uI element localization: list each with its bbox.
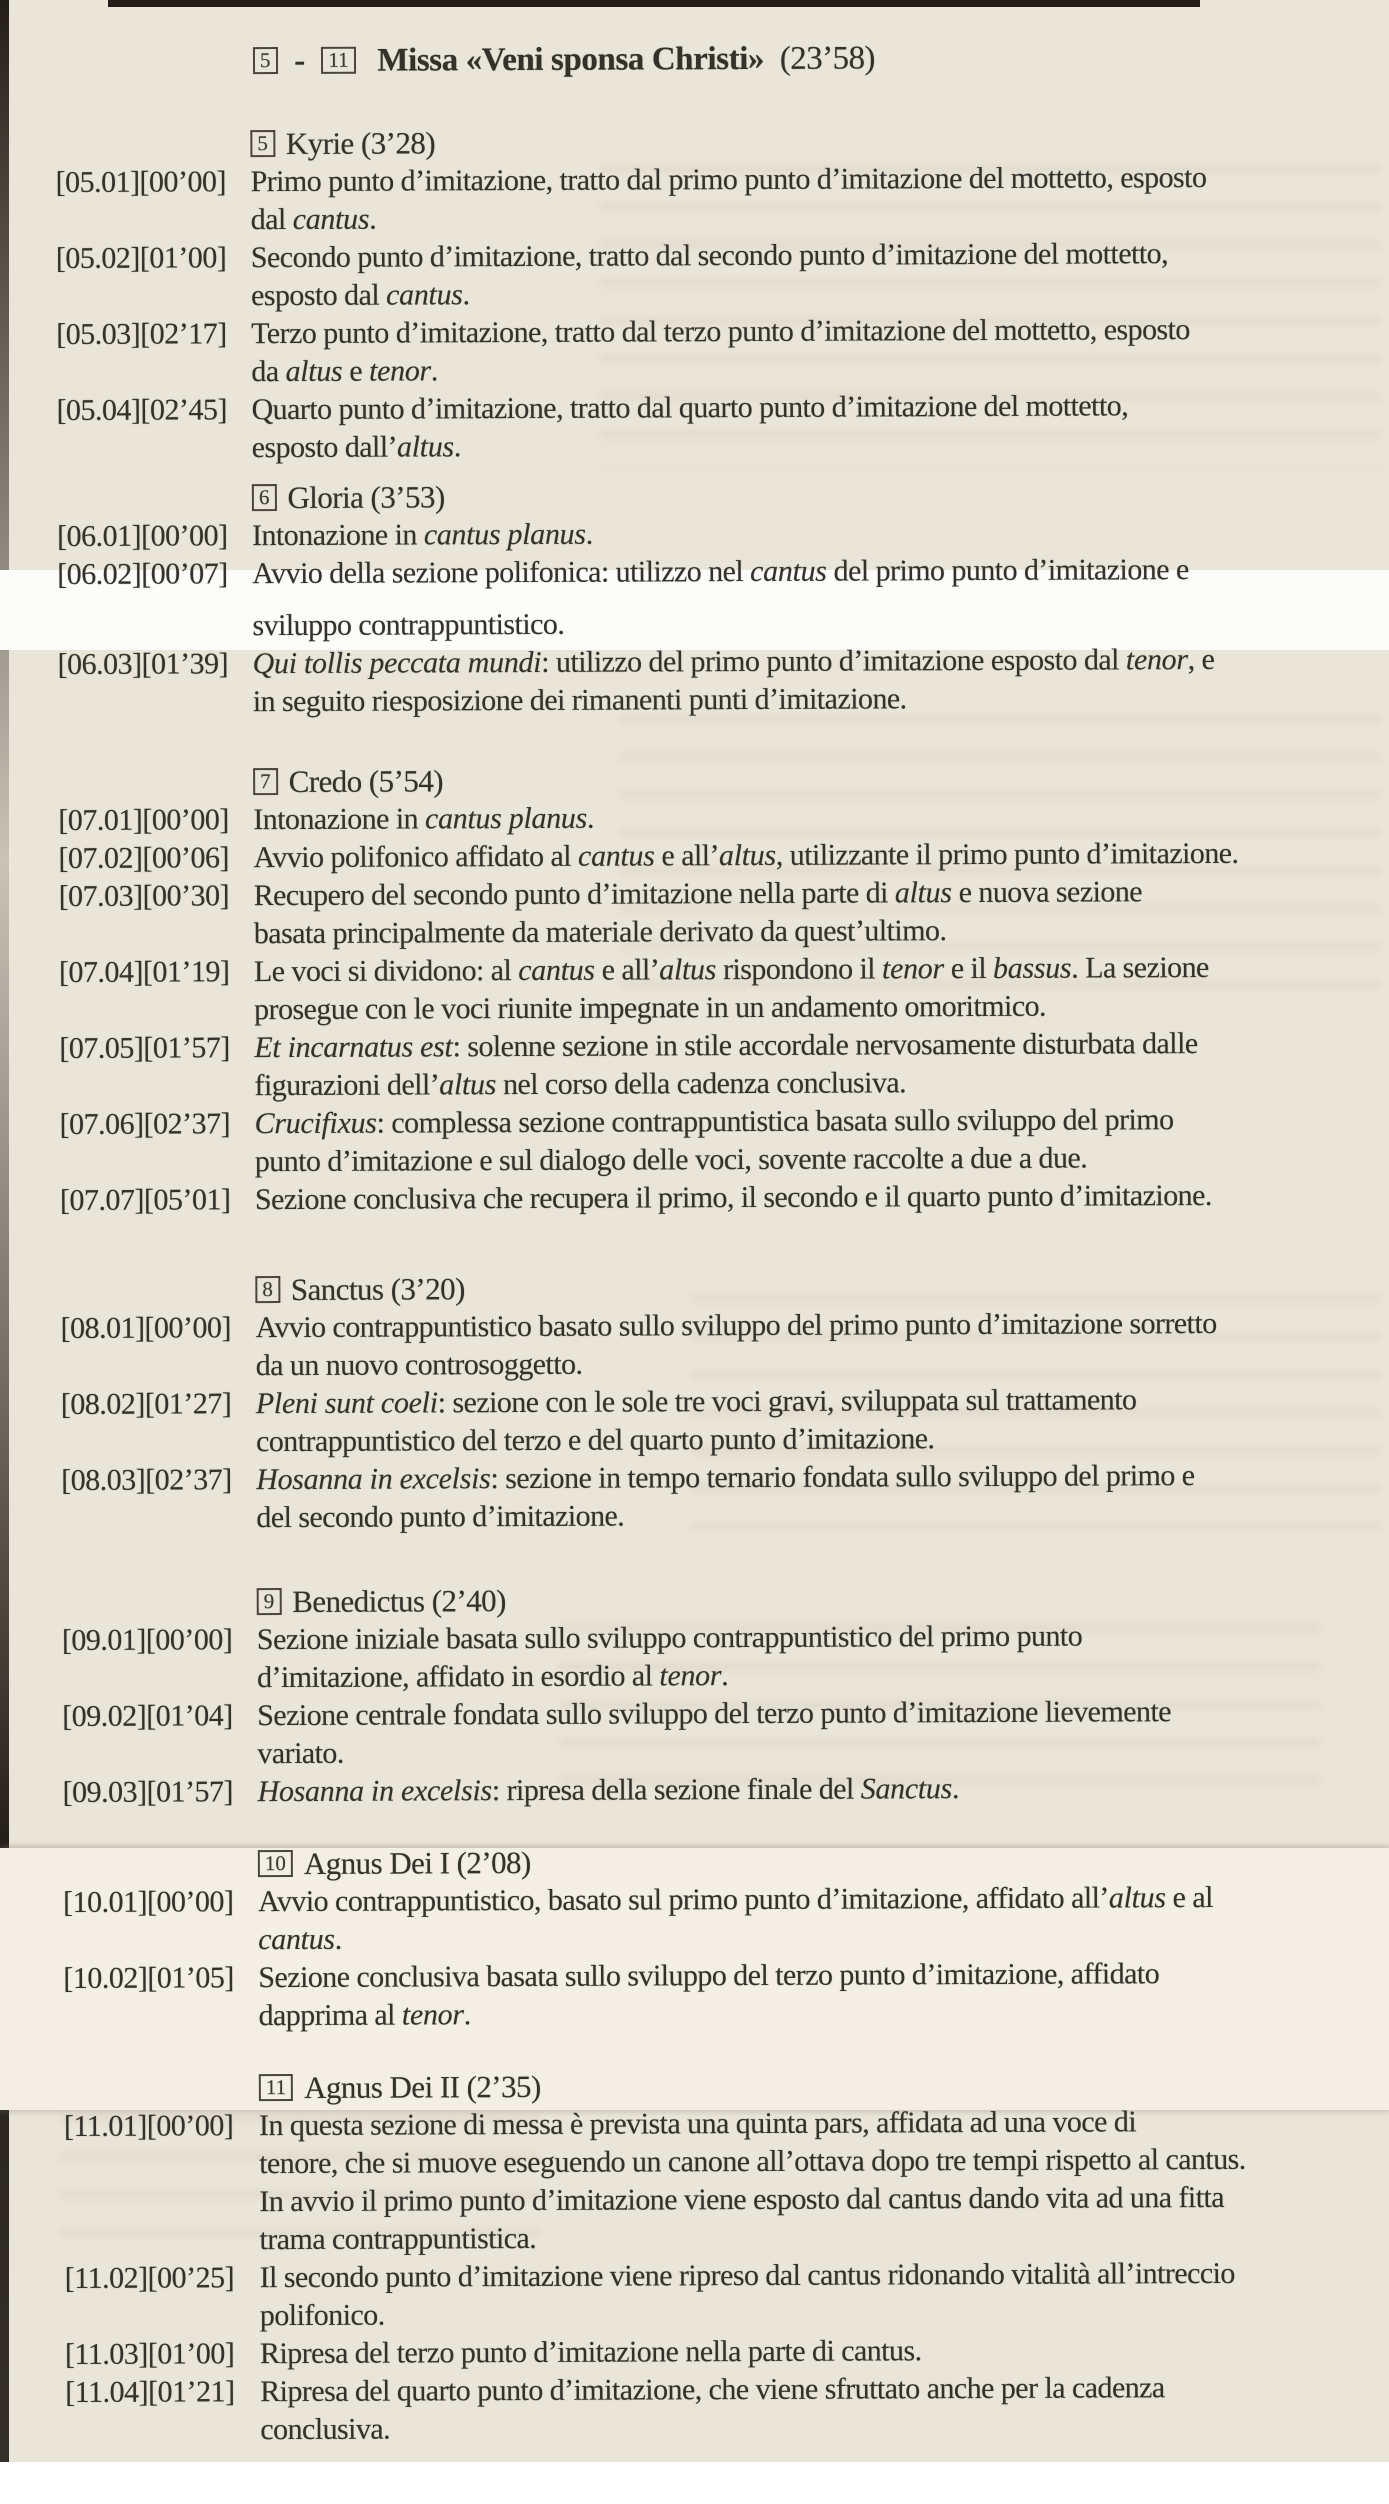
track-number-box: 9 bbox=[257, 1588, 282, 1615]
note-line: [10.02][01’05] Sezione conclusiva basata sullo sviluppo del terzo punto d’imitazione, affidato bbox=[8, 1954, 1389, 1998]
note-line: [11.04][01’21] Ripresa del quarto punto d’imitazione, che viene sfruttato anche per la cadenza bbox=[10, 2368, 1389, 2412]
track-time-label: [08.02][01’27] bbox=[60, 1387, 232, 1422]
note-line: [09.02][01’04] Sezione centrale fondata sullo sviluppo del terzo punto d’imitazione lievemente bbox=[7, 1692, 1389, 1736]
note-line: [06.02][00’07] Avvio della sezione polifonica: utilizzo nel cantus del primo punto d’imitazione e bbox=[2, 550, 1389, 594]
note-line: [08.01][00’00] Avvio contrappuntistico basato sullo sviluppo del primo punto d’imitazione sorretto bbox=[5, 1304, 1389, 1348]
note-line: da altus e tenor. bbox=[251, 354, 438, 389]
track-time-label: [08.03][02’37] bbox=[61, 1463, 232, 1498]
note-line: [08.03][02’37] Hosanna in excelsis: sezione in tempo ternario fondata sullo sviluppo del primo e bbox=[6, 1456, 1389, 1500]
track-time-label: [05.04][02’45] bbox=[56, 393, 228, 428]
note-line: dapprima al tenor. bbox=[258, 1998, 471, 2033]
note-line: [08.02][01’27] Pleni sunt coeli: sezione con le sole tre voci gravi, sviluppata sul trattamento bbox=[6, 1380, 1389, 1424]
track-time-label: [07.07][05’01] bbox=[59, 1183, 231, 1218]
voice-term: cantus bbox=[518, 953, 595, 988]
section-heading: 7 Credo (5’54) bbox=[3, 758, 1389, 802]
note-line: in seguito riesposizione dei rimanenti punti d’imitazione. bbox=[252, 682, 907, 719]
note-line: [07.03][00’30] Recupero del secondo punto d’imitazione nella parte di altus e nuova sezione bbox=[4, 872, 1389, 916]
voice-term: Hosanna in excelsis bbox=[256, 1462, 491, 1497]
note-line: prosegue con le voci riunite impegnate in un andamento omoritmico. bbox=[254, 989, 1047, 1027]
note-line: [06.01][00’00] Intonazione in cantus planus. bbox=[2, 512, 1389, 556]
note-line: [07.05][01’57] Et incarnatus est: solenne sezione in stile accordale nervosamente disturbata dalle bbox=[4, 1024, 1389, 1068]
note-line: [07.06][02’37] Crucifixus: complessa sezione contrappuntistica basata sullo sviluppo del primo bbox=[5, 1100, 1389, 1144]
track-time-label: [10.01][00’00] bbox=[62, 1885, 234, 1920]
voice-term: Hosanna in excelsis bbox=[257, 1774, 492, 1809]
track-time-label: [07.03][00’30] bbox=[58, 879, 230, 914]
note-line: In avvio il primo punto d’imitazione viene esposto dal cantus dando vita ad una fitta bbox=[259, 2180, 1225, 2219]
voice-term: cantus planus bbox=[423, 517, 586, 552]
note-line: [11.02][00’25] Il secondo punto d’imitazione viene ripreso dal cantus ridonando vitalità all’intreccio bbox=[10, 2254, 1389, 2298]
note-line: basata principalmente da materiale derivato da quest’ultimo. bbox=[253, 914, 947, 951]
track-number-box: 5 bbox=[250, 130, 275, 157]
section-heading: 11 Agnus Dei II (2’35) bbox=[9, 2064, 1389, 2108]
note-line: contrappuntistico del terzo e del quarto punto d’imitazione. bbox=[255, 1422, 935, 1459]
track-time-label: [11.02][00’25] bbox=[64, 2261, 235, 2296]
work-title-line bbox=[0, 34, 1389, 84]
section-benedictus bbox=[7, 1578, 1389, 1812]
voice-term: cantus bbox=[292, 202, 370, 236]
track-time-label: [06.02][00’07] bbox=[57, 557, 228, 592]
track-time-label: [05.01][00’00] bbox=[55, 165, 227, 200]
voice-term: tenor bbox=[1125, 643, 1188, 677]
voice-term: Sanctus bbox=[860, 1772, 953, 1806]
track-range-start-box: 5 bbox=[253, 47, 278, 74]
track-time-label: [07.02][00’06] bbox=[58, 841, 230, 876]
voice-term: altus bbox=[718, 838, 776, 873]
voice-term: altus bbox=[396, 430, 454, 464]
section-gloria bbox=[2, 474, 1389, 722]
voice-term: Qui tollis peccata mundi bbox=[252, 645, 542, 681]
note-line: trama contrappuntistica. bbox=[259, 2221, 537, 2257]
track-time-label: [09.02][01’04] bbox=[62, 1699, 233, 1734]
note-line: [07.07][05’01] Sezione conclusiva che recupera il primo, il secondo e il quarto punto d’imitazione. bbox=[5, 1176, 1389, 1220]
note-line: esposto dal cantus. bbox=[250, 278, 470, 313]
note-line: esposto dall’altus. bbox=[251, 430, 461, 465]
track-time-label: [09.01][00’00] bbox=[61, 1623, 233, 1658]
track-number-box: 10 bbox=[258, 1850, 293, 1877]
note-line: [10.01][00’00] Avvio contrappuntistico, basato sul primo punto d’imitazione, affidato all’altus e al bbox=[8, 1878, 1389, 1922]
track-time-label: [07.05][01’57] bbox=[59, 1031, 230, 1066]
voice-term: Et incarnatus est bbox=[254, 1030, 453, 1065]
voice-term: cantus bbox=[577, 839, 655, 873]
note-line: [05.04][02’45] Quarto punto d’imitazione, tratto dal quarto punto d’imitazione del mottetto, bbox=[1, 386, 1389, 430]
section-heading: 6 Gloria (3’53) bbox=[2, 474, 1389, 518]
track-number-box: 8 bbox=[255, 1276, 280, 1303]
section-heading: 10 Agnus Dei I (2’08) bbox=[8, 1840, 1389, 1884]
voice-term: tenor bbox=[881, 952, 944, 986]
work-title: Missa «Veni sponsa Christi» bbox=[377, 40, 765, 79]
voice-term: cantus bbox=[750, 554, 827, 588]
voice-term: tenor bbox=[368, 354, 431, 388]
voice-term: cantus bbox=[386, 278, 463, 312]
track-number-box: 11 bbox=[259, 2074, 293, 2101]
note-line: [11.01][00’00] In questa sezione di messa è prevista una quinta pars, affidata ad una voce di bbox=[9, 2102, 1389, 2146]
track-time-label: [11.03][01’00] bbox=[64, 2337, 235, 2371]
voice-term: tenor bbox=[401, 1998, 464, 2032]
note-line: variato. bbox=[257, 1736, 344, 1771]
voice-term: altus bbox=[439, 1068, 497, 1102]
track-time-label: [10.02][01’05] bbox=[63, 1961, 234, 1996]
track-time-label: [05.02][01’00] bbox=[55, 241, 227, 276]
voice-term: cantus planus bbox=[424, 801, 588, 836]
note-line: [05.01][00’00] Primo punto d’imitazione, tratto dal primo punto d’imitazione del mottetto, esposto bbox=[0, 158, 1389, 202]
section-sanctus bbox=[5, 1266, 1389, 1538]
scan-bottom-margin bbox=[0, 2462, 1389, 2504]
note-line: [05.03][02’17] Terzo punto d’imitazione, tratto dal terzo punto d’imitazione del mottetto, esposto bbox=[1, 310, 1389, 354]
note-line: sviluppo contrappuntistico. bbox=[252, 607, 565, 643]
note-line: [07.02][00’06] Avvio polifonico affidato al cantus e all’altus, utilizzante il primo punto d’imitazione. bbox=[3, 834, 1389, 878]
voice-term: Pleni sunt coeli bbox=[255, 1386, 438, 1421]
section-kyrie bbox=[0, 120, 1389, 468]
note-line: del secondo punto d’imitazione. bbox=[256, 1499, 625, 1535]
track-time-label: [06.03][01’39] bbox=[57, 647, 229, 682]
track-range-dash: - bbox=[294, 42, 305, 79]
voice-term: cantus bbox=[258, 1922, 335, 1957]
track-time-label: [09.03][01’57] bbox=[62, 1775, 234, 1810]
track-sections bbox=[0, 120, 1389, 2450]
track-time-label: [07.06][02’37] bbox=[59, 1107, 231, 1142]
voice-term: bassus bbox=[992, 951, 1072, 985]
voice-term: altus bbox=[1108, 1881, 1166, 1915]
note-line: [09.01][00’00] Sezione iniziale basata sullo sviluppo contrappuntistico del primo punto bbox=[7, 1616, 1389, 1660]
track-time-label: [07.04][01’19] bbox=[58, 955, 230, 990]
note-line: da un nuovo controsoggetto. bbox=[255, 1347, 583, 1383]
section-credo bbox=[3, 758, 1389, 1220]
voice-term: Crucifixus bbox=[254, 1106, 377, 1141]
voice-term: tenor bbox=[659, 1659, 722, 1693]
track-time-label: [08.01][00’00] bbox=[60, 1311, 232, 1346]
note-line: cantus. bbox=[258, 1922, 342, 1957]
track-time-label: [05.03][02’17] bbox=[56, 317, 227, 352]
voice-term: altus bbox=[659, 953, 717, 987]
note-line: [05.02][01’00] Secondo punto d’imitazione, tratto dal secondo punto d’imitazione del mottetto, bbox=[1, 234, 1389, 278]
note-line: conclusiva. bbox=[260, 2412, 391, 2447]
track-number-box: 7 bbox=[253, 768, 278, 795]
section-heading: 5 Kyrie (3’28) bbox=[0, 120, 1389, 164]
voice-term: altus bbox=[285, 354, 343, 389]
note-line: [06.03][01’39] Qui tollis peccata mundi: utilizzo del primo punto d’imitazione esposto dal tenor, e bbox=[3, 640, 1389, 684]
section-agnus-dei-i bbox=[8, 1840, 1389, 2036]
section-agnus-dei-ii bbox=[9, 2064, 1389, 2450]
work-duration: (23’58) bbox=[779, 40, 876, 77]
note-line: polifonico. bbox=[259, 2298, 385, 2333]
section-heading: 8 Sanctus (3’20) bbox=[5, 1266, 1389, 1310]
voice-term: altus bbox=[894, 876, 952, 910]
track-time-label: [06.01][00’00] bbox=[57, 519, 228, 554]
note-line: [07.04][01’19] Le voci si dividono: al cantus e all’altus rispondono il tenor e il bassus. La sezione bbox=[4, 948, 1389, 992]
track-number-box: 6 bbox=[252, 484, 277, 511]
section-heading: 9 Benedictus (2’40) bbox=[7, 1578, 1389, 1622]
note-line: d’imitazione, affidato in esordio al tenor. bbox=[256, 1659, 729, 1695]
note-line: figurazioni dell’altus nel corso della cadenza conclusiva. bbox=[254, 1066, 907, 1103]
note-line: dal cantus. bbox=[250, 202, 377, 237]
note-line: [09.03][01’57] Hosanna in excelsis: ripresa della sezione finale del Sanctus. bbox=[7, 1768, 1389, 1812]
note-line: punto d’imitazione e sul dialogo delle voci, sovente raccolte a due a due. bbox=[254, 1141, 1088, 1179]
track-time-label: [11.01][00’00] bbox=[63, 2109, 234, 2144]
note-line: tenore, che si muove eseguendo un canone all’ottava dopo tre tempi rispetto al cantus. bbox=[259, 2142, 1246, 2181]
note-line: [07.01][00’00] Intonazione in cantus planus. bbox=[3, 796, 1389, 840]
track-range-end-box: 11 bbox=[321, 47, 355, 74]
track-time-label: [11.04][01’21] bbox=[65, 2375, 235, 2409]
note-line: [11.03][01’00] Ripresa del terzo punto d’imitazione nella parte di cantus. bbox=[10, 2330, 1389, 2374]
track-time-label: [07.01][00’00] bbox=[58, 803, 229, 838]
